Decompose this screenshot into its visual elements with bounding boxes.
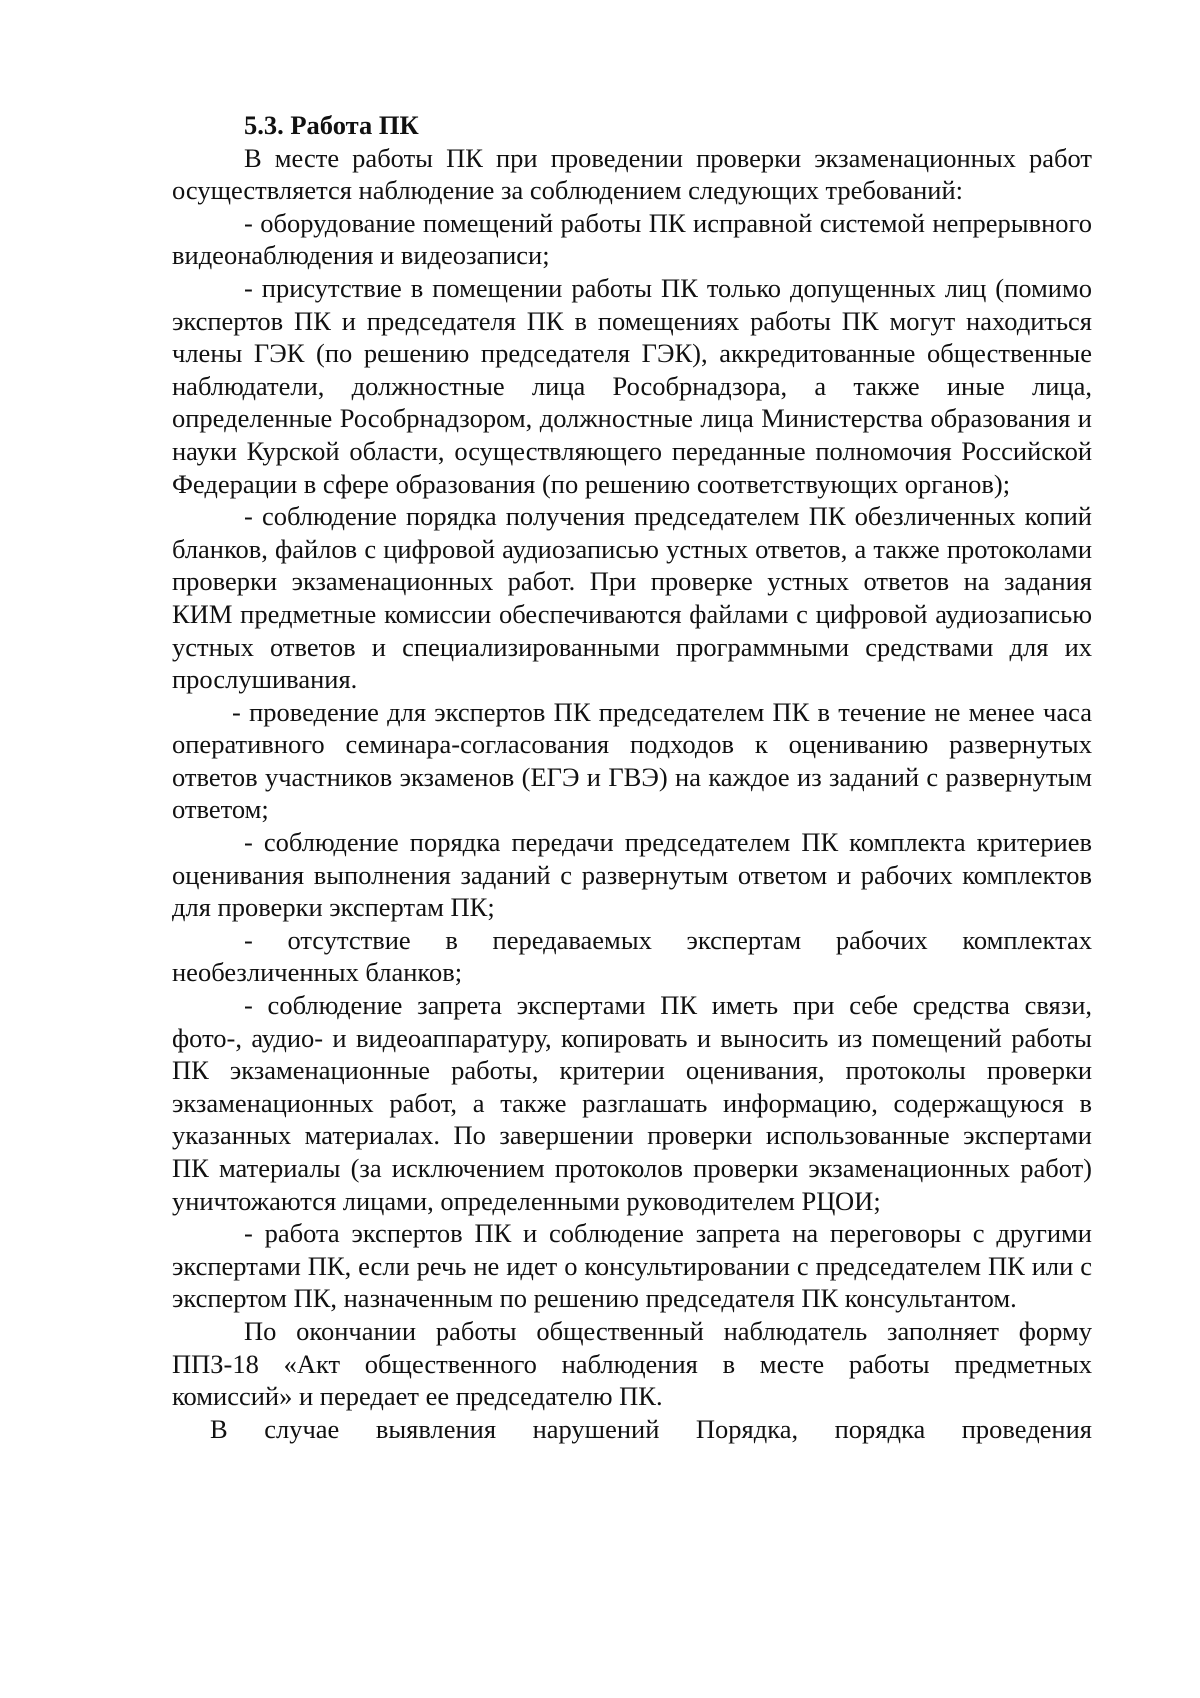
requirement-communication-ban: - соблюдение запрета экспертами ПК иметь при себе средства связи, фото-, аудио- и видеоаппаратуру, копировать и выносить из помещений работы ПК экзаменационные работы, критерии оценивания, протоколы проверки экзаменационных работ, а также разглашать информацию, содержащуюся в указанных материалах. По завершении проверки использованные экспертами ПК материалы (за исключением протоколов проверки экзаменационных работ) уничтожаются лицами, определенными руководителем РЦОИ; xyxy=(172,990,1092,1216)
section-heading: 5.3. Работа ПК xyxy=(244,110,419,140)
requirement-expert-work: - работа экспертов ПК и соблюдение запрета на переговоры с другими экспертами ПК, если речь не идет о консультировании с председателем ПК или с экспертом ПК, назначенным по решению председателя ПК консультантом. xyxy=(172,1218,1092,1314)
requirement-criteria-transfer: - соблюдение порядка передачи председателем ПК комплекта критериев оценивания выполнения заданий с развернутым ответом и рабочих комплектов для проверки экспертам ПК; xyxy=(172,827,1092,923)
intro-paragraph: В месте работы ПК при проведении проверки экзаменационных работ осуществляется наблюдение за соблюдением следующих требований: xyxy=(172,142,1092,206)
requirement-video-surveillance: - оборудование помещений работы ПК исправной системой непрерывного видеонаблюдения и видеозаписи; xyxy=(172,207,1092,271)
document-body xyxy=(172,109,1092,1445)
requirement-anonymized-copies: - соблюдение порядка получения председателем ПК обезличенных копий бланков, файлов с цифровой аудиозаписью устных ответов, а также протоколами проверки экзаменационных работ. При проверке устных ответов на задания КИМ предметные комиссии обеспечиваются файлами с цифровой аудиозаписью устных ответов и специализированными программными средствами для их прослушивания. xyxy=(172,501,1092,695)
observer-form-paragraph: По окончании работы общественный наблюдатель заполняет форму ППЗ-18 «Акт общественного наблюдения в месте работы предметных комиссий» и передает ее председателю ПК. xyxy=(172,1315,1092,1412)
requirement-no-named-forms: - отсутствие в передаваемых экспертам рабочих комплектах необезличенных бланков; xyxy=(172,924,1092,988)
requirement-admitted-persons: - присутствие в помещении работы ПК только допущенных лиц (помимо экспертов ПК и председателя ПК в помещениях работы ПК могут находиться члены ГЭК (по решению председателя ГЭК), аккредитованные общественные наблюдатели, должностные лица Рособрнадзора, а также иные лица, определенные Рособрнадзором, должностные лица Министерства образования и науки Курской области, осуществляющего переданные полномочия Российской Федерации в сфере образования (по решению соответствующих органов); xyxy=(172,272,1092,499)
requirement-seminar: - проведение для экспертов ПК председателем ПК в течение не менее часа оперативного семинара-согласования подходов к оцениванию развернутых ответов участников экзаменов (ЕГЭ и ГВЭ) на каждое из заданий с развернутым ответом; xyxy=(172,696,1092,825)
violations-paragraph: В случае выявления нарушений Порядка, порядка проведения xyxy=(210,1413,1092,1444)
